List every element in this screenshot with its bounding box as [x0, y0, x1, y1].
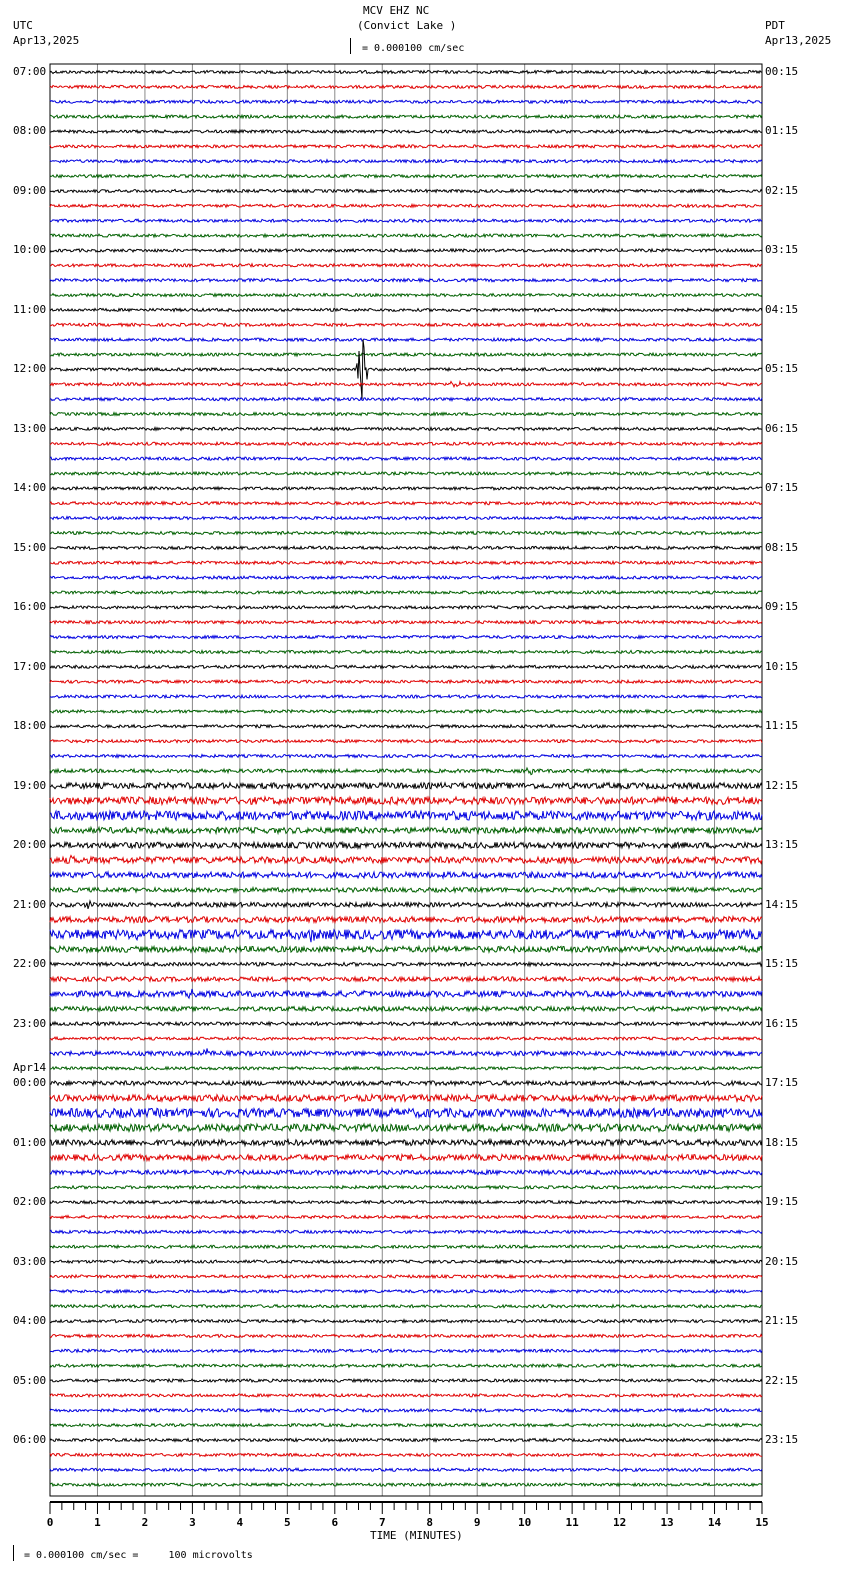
- x-tick-label: 14: [707, 1516, 722, 1529]
- x-tick-label: 5: [284, 1516, 291, 1529]
- trace-61: [50, 977, 762, 982]
- pdt-hour-label: 06:15: [765, 421, 799, 435]
- pdt-hour-label: 00:15: [765, 65, 799, 78]
- trace-23: [50, 413, 762, 416]
- trace-1: [50, 85, 762, 88]
- utc-hour-label: 20:00: [13, 838, 47, 852]
- trace-89: [50, 1394, 762, 1397]
- utc-hour-label: 22:00: [13, 957, 47, 971]
- x-tick-label: 0: [46, 1516, 54, 1529]
- utc-hour-label: 12:00: [13, 362, 47, 376]
- pdt-hour-label: 04:15: [765, 302, 799, 316]
- trace-95: [50, 1483, 762, 1486]
- trace-75: [50, 1186, 762, 1189]
- x-tick-label: 7: [378, 1516, 386, 1529]
- trace-87: [50, 1364, 762, 1367]
- footer-scale: = 0.000100 cm/sec = 100 microvolts: [24, 1550, 253, 1561]
- pdt-hour-label: 10:15: [765, 659, 799, 673]
- utc-hour-label: 01:00: [13, 1135, 47, 1149]
- trace-19: [50, 353, 762, 356]
- trace-77: [50, 1216, 762, 1219]
- trace-18: [50, 338, 762, 341]
- x-tick-label: 8: [426, 1516, 434, 1529]
- trace-60: [50, 962, 762, 966]
- trace-8: [50, 190, 762, 193]
- utc-hour-label: 16:00: [13, 600, 47, 614]
- trace-20: [50, 339, 762, 399]
- trace-24: [50, 427, 762, 430]
- utc-hour-label: 03:00: [13, 1254, 47, 1268]
- trace-7: [50, 175, 762, 178]
- utc-hour-label: 18:00: [13, 719, 47, 733]
- trace-88: [50, 1379, 762, 1382]
- trace-41: [50, 680, 762, 683]
- trace-43: [50, 710, 762, 713]
- utc-hour-label: 06:00: [13, 1433, 47, 1447]
- date-change-label: Apr14: [13, 1061, 47, 1075]
- trace-56: [50, 901, 762, 909]
- right-timezone: PDT: [765, 19, 785, 32]
- trace-50: [50, 811, 762, 820]
- trace-25: [50, 442, 762, 445]
- trace-14: [50, 279, 762, 282]
- utc-hour-label: 02:00: [13, 1195, 47, 1209]
- trace-0: [50, 71, 762, 74]
- trace-40: [50, 665, 762, 668]
- trace-76: [50, 1201, 762, 1204]
- trace-70: [50, 1108, 762, 1117]
- trace-39: [50, 650, 762, 653]
- left-timezone: UTC: [13, 19, 33, 32]
- utc-hour-label: 05:00: [13, 1373, 47, 1387]
- right-date: Apr13,2025: [765, 34, 832, 47]
- trace-69: [50, 1095, 762, 1102]
- trace-9: [50, 204, 762, 207]
- utc-hour-label: 19:00: [13, 778, 47, 792]
- trace-71: [50, 1124, 762, 1132]
- trace-86: [50, 1349, 762, 1352]
- trace-92: [50, 1439, 762, 1442]
- trace-31: [50, 532, 762, 535]
- trace-73: [50, 1155, 762, 1161]
- trace-32: [50, 546, 762, 549]
- trace-48: [50, 783, 762, 789]
- trace-94: [50, 1468, 762, 1471]
- x-tick-label: 2: [141, 1516, 149, 1529]
- x-tick-label: 10: [518, 1516, 532, 1529]
- trace-34: [50, 576, 762, 579]
- trace-63: [50, 1007, 762, 1012]
- trace-93: [50, 1453, 762, 1456]
- trace-91: [50, 1424, 762, 1427]
- trace-10: [50, 219, 762, 222]
- trace-4: [50, 130, 762, 133]
- x-tick-label: 12: [612, 1516, 627, 1529]
- trace-5: [50, 145, 762, 148]
- pdt-hour-label: 14:15: [765, 897, 799, 911]
- utc-hour-label: 17:00: [13, 659, 47, 673]
- trace-30: [50, 517, 762, 520]
- x-tick-label: 3: [189, 1516, 196, 1529]
- trace-84: [50, 1320, 762, 1323]
- x-tick-label: 4: [236, 1516, 244, 1529]
- trace-6: [50, 160, 762, 163]
- x-tick-label: 13: [660, 1516, 674, 1529]
- left-date: Apr13,2025: [13, 34, 80, 47]
- trace-79: [50, 1245, 762, 1248]
- trace-46: [50, 755, 762, 758]
- trace-52: [50, 842, 762, 848]
- header-scale: = 0.000100 cm/sec: [362, 43, 465, 54]
- utc-hour-label: 14:00: [13, 481, 47, 495]
- trace-49: [50, 797, 762, 805]
- pdt-hour-label: 12:15: [765, 778, 799, 792]
- trace-81: [50, 1275, 762, 1278]
- trace-64: [50, 1022, 762, 1026]
- pdt-hour-label: 08:15: [765, 540, 799, 554]
- utc-hour-label: 00:00: [13, 1076, 47, 1090]
- trace-36: [50, 606, 762, 609]
- utc-hour-label: 21:00: [13, 897, 47, 911]
- pdt-hour-label: 11:15: [765, 719, 799, 733]
- trace-59: [50, 946, 762, 952]
- trace-82: [50, 1290, 762, 1293]
- trace-44: [50, 725, 762, 728]
- utc-hour-label: 11:00: [13, 302, 47, 316]
- trace-35: [50, 591, 762, 594]
- trace-11: [50, 234, 762, 237]
- x-tick-label: 9: [473, 1516, 481, 1529]
- trace-51: [50, 827, 762, 833]
- trace-74: [50, 1170, 762, 1175]
- trace-57: [50, 917, 762, 923]
- utc-hour-label: 09:00: [13, 183, 47, 197]
- trace-47: [50, 768, 762, 775]
- trace-90: [50, 1409, 762, 1412]
- location-title: (Convict Lake ): [357, 19, 457, 32]
- trace-68: [50, 1081, 762, 1086]
- trace-16: [50, 308, 762, 311]
- station-title: MCV EHZ NC: [363, 4, 430, 17]
- trace-72: [50, 1140, 762, 1146]
- trace-67: [50, 1067, 762, 1070]
- pdt-hour-label: 19:15: [765, 1195, 799, 1209]
- x-tick-label: 6: [331, 1516, 339, 1529]
- trace-78: [50, 1230, 762, 1233]
- pdt-hour-label: 13:15: [765, 838, 799, 852]
- trace-15: [50, 294, 762, 297]
- pdt-hour-label: 07:15: [765, 481, 799, 495]
- pdt-hour-label: 16:15: [765, 1016, 799, 1030]
- trace-2: [50, 100, 762, 103]
- trace-33: [50, 561, 762, 564]
- trace-21: [50, 382, 762, 387]
- trace-66: [50, 1048, 762, 1055]
- trace-85: [50, 1335, 762, 1338]
- utc-hour-label: 10:00: [13, 243, 47, 257]
- trace-45: [50, 740, 762, 743]
- x-tick-label: 1: [94, 1516, 101, 1529]
- trace-53: [50, 856, 762, 864]
- x-tick-label: 15: [755, 1516, 769, 1529]
- trace-12: [50, 249, 762, 252]
- pdt-hour-label: 23:15: [765, 1433, 799, 1447]
- trace-27: [50, 472, 762, 475]
- utc-hour-label: 08:00: [13, 124, 47, 138]
- utc-hour-label: 23:00: [13, 1016, 47, 1030]
- pdt-hour-label: 15:15: [765, 957, 799, 971]
- x-tick-label: 11: [565, 1516, 579, 1529]
- trace-29: [50, 502, 762, 505]
- x-axis-label: TIME (MINUTES): [370, 1529, 463, 1542]
- pdt-hour-label: 17:15: [765, 1076, 799, 1090]
- utc-hour-label: 07:00: [13, 65, 47, 78]
- pdt-hour-label: 03:15: [765, 243, 799, 257]
- pdt-hour-label: 05:15: [765, 362, 799, 376]
- utc-hour-label: 13:00: [13, 421, 47, 435]
- pdt-hour-label: 02:15: [765, 183, 799, 197]
- trace-13: [50, 264, 762, 267]
- pdt-hour-label: 09:15: [765, 600, 799, 614]
- trace-80: [50, 1260, 762, 1263]
- trace-17: [50, 323, 762, 326]
- trace-26: [50, 457, 762, 460]
- trace-38: [50, 636, 762, 639]
- trace-62: [50, 989, 762, 998]
- pdt-hour-label: 18:15: [765, 1135, 799, 1149]
- utc-hour-label: 15:00: [13, 540, 47, 554]
- trace-37: [50, 621, 762, 624]
- trace-54: [50, 872, 762, 878]
- trace-83: [50, 1305, 762, 1308]
- pdt-hour-label: 22:15: [765, 1373, 799, 1387]
- trace-55: [50, 888, 762, 893]
- trace-22: [50, 398, 762, 401]
- trace-58: [50, 930, 762, 943]
- pdt-hour-label: 01:15: [765, 124, 799, 138]
- trace-3: [50, 115, 762, 118]
- pdt-hour-label: 20:15: [765, 1254, 799, 1268]
- utc-hour-label: 04:00: [13, 1314, 47, 1328]
- trace-28: [50, 487, 762, 490]
- trace-42: [50, 695, 762, 698]
- pdt-hour-label: 21:15: [765, 1314, 799, 1328]
- trace-65: [50, 1037, 762, 1040]
